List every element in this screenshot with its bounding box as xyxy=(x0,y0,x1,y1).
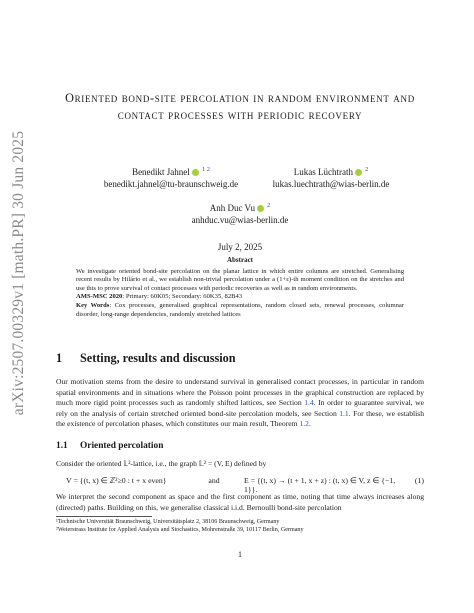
author-affiliation[interactable]: 2 xyxy=(267,202,271,209)
footnote-2: ²Weierstrass Institute for Applied Analysis and Stochastics, Mohrenstraße 39, 10117 Berlin, Germany xyxy=(56,527,304,533)
equation-and: and xyxy=(208,476,220,485)
section-number: 1 xyxy=(56,351,63,365)
paragraph-text: . xyxy=(308,419,311,428)
author-affiliation[interactable]: 1 2 xyxy=(201,166,210,173)
theorem-link[interactable]: 1.2 xyxy=(299,419,309,428)
arxiv-stamp-text: arXiv:2507.00329v1 [math.PR] 30 Jun 2025 xyxy=(10,130,27,416)
section-heading xyxy=(56,351,236,366)
keywords-text: : Cox processes, generalised graphical representations, random closed sets, renewal processes, columnar disorder, long-range dependencies, randomly stretched lattices xyxy=(76,301,404,318)
footnote-1: ¹Technische Universität Braunschweig, Universitätsplatz 2, 38106 Braunschweig, Germany xyxy=(56,519,280,525)
abstract-text: We investigate oriented bond-site percolation on the planar lattice in which entire columns are stretched. Generalising recent results by Hilário et al., we establish non-trivial percolation under a (1+ε)-th moment condition on the stretches and use this to prove survival of contact processes with periodic recoveries as well as in random environments. xyxy=(76,267,404,292)
footnote-rule xyxy=(56,516,152,517)
paragraph-text: . For these, we establish the existence of percolation phases, which constitutes our main result, Theorem xyxy=(56,408,424,428)
paragraph-lattice: Consider the oriented 𝕃²-lattice, i.e., the graph 𝕃² = (V, E) defined by xyxy=(56,459,267,468)
equation-edges: E = {(t, x) → (t + 1, x + z) : (t, x) ∈ V, z ∈ {−1, 1}}. xyxy=(244,476,396,494)
page-number: 1 xyxy=(238,550,242,559)
msc-label: AMS-MSC 2020 xyxy=(76,293,123,301)
keywords-label: Key Words xyxy=(76,301,110,309)
paragraph-text: Our motivation stems from the desire to understand survival in generalised contact processes, in particular in random spatial environments and in situations where the Poisson point processes in the graphical construction are replaced by much more rigid point processes such as randomly shifted lattices, see Section xyxy=(56,377,424,407)
equation-vertices: V = {(t, x) ∈ ℤ²≥0 : t + x even} xyxy=(66,476,167,485)
arxiv-stamp xyxy=(8,92,30,454)
abstract xyxy=(76,256,404,319)
abstract-heading: Abstract xyxy=(226,256,254,264)
equation-tag: (1) xyxy=(414,476,424,485)
msc-line xyxy=(76,293,404,302)
author-email: anhduc.vu@wias-berlin.de xyxy=(191,215,289,225)
author-block-2 xyxy=(256,164,406,190)
paper-title: Oriented bond-site percolation in random environment and contact processes with periodic recovery xyxy=(65,91,415,122)
author-block-3 xyxy=(165,200,315,226)
paragraph-interpretation: We interpret the second component as space and the first component as time, noting that time always increases along (directed) paths. Building on this, we generalise classical i.i.d. Bernoulli bond-site percolation xyxy=(56,492,424,512)
author-email: lukas.luechtrath@wias-berlin.de xyxy=(272,179,390,189)
author-name: Lukas Lüchtrath xyxy=(293,167,353,177)
paragraph-text: . In order to guarantee survival, we rely on the analysis of certain stretched oriented bond-site percolation models, see Section xyxy=(56,398,424,418)
paper-date: July 2, 2025 xyxy=(217,242,263,252)
section-link[interactable]: 1.1 xyxy=(339,408,349,418)
msc-text: : Primary: 60K05; Secondary: 60K35, 82B43 xyxy=(122,293,243,301)
section-title: Setting, results and discussion xyxy=(80,351,236,365)
orcid-icon[interactable] xyxy=(192,169,199,176)
keywords-line xyxy=(76,302,404,319)
subsection-number: 1.1 xyxy=(56,441,68,451)
author-name: Anh Duc Vu xyxy=(209,203,256,213)
author-name: Benedikt Jahnel xyxy=(132,167,190,177)
paragraph-motivation xyxy=(56,377,424,430)
author-email: benedikt.jahnel@tu-braunschweig.de xyxy=(103,179,239,189)
orcid-icon[interactable] xyxy=(355,169,362,176)
author-affiliation[interactable]: 2 xyxy=(364,166,369,173)
author-block-1 xyxy=(96,164,246,190)
section-link[interactable]: 1.4 xyxy=(304,398,314,407)
subsection-title: Oriented percolation xyxy=(80,441,164,451)
orcid-icon[interactable] xyxy=(257,205,264,212)
subsection-heading xyxy=(56,441,163,451)
